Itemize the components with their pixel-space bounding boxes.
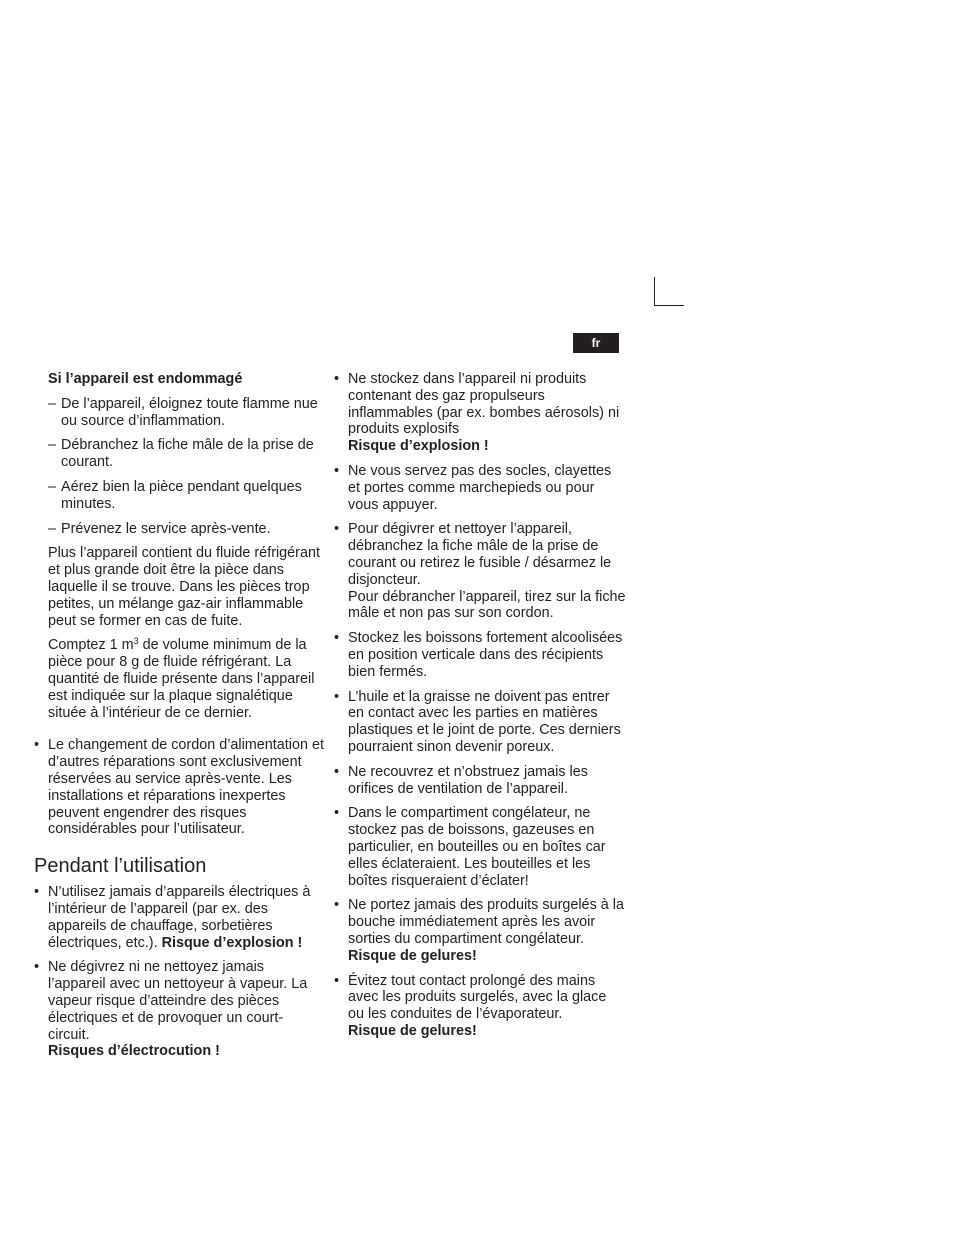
list-item: – De l’appareil, éloignez toute flamme nue ou source d’inflammation. (48, 395, 318, 429)
left-column (34, 371, 324, 1068)
damaged-heading: Si l’appareil est endommagé (48, 371, 243, 387)
right-column (334, 371, 626, 1048)
corner-mark-horizontal (654, 305, 684, 306)
list-item: • Évitez tout contact prolongé des mains avec les produits surgelés, avec la glace ou les conduites de l’évaporateur. Risque de gelures! (334, 972, 607, 1039)
list-item: • Ne vous servez pas des socles, clayettes et portes comme marchepieds ou pour vous appuyer. (334, 462, 612, 513)
corner-mark-vertical (654, 277, 655, 306)
list-item: • Pour dégivrer et nettoyer l’appareil, débranchez la fiche mâle de la prise de courant ou retirez le fusible / désarmez le disjoncteur. Pour débrancher l’appareil, tirez sur la fiche mâle et non pas sur son cordon. (334, 521, 626, 622)
list-item: • L’huile et la graisse ne doivent pas entrer en contact avec les parties en matières plastiques et le joint de porte. Ces derniers pourraient sinon devenir poreux. (334, 688, 621, 755)
safety-list (334, 371, 626, 1040)
cord-bullet-list (34, 737, 324, 838)
volume-paragraph: Comptez 1 $m^3$ de volume minimum de la pièce pour 8 g de fluide réfrigérant. La quantité de fluide présente dans l’appareil est indiquée sur la plaque signalétique située à l’intérieur de ce dernier. (48, 636, 315, 721)
list-item: • Ne stockez dans l’appareil ni produits contenant des gaz propulseurs inflammables (par ex. bombes aérosols) ni produits explosifs Risque d’explosion ! (334, 371, 620, 455)
list-item: • Ne dégivrez ni ne nettoyez jamais l’appareil avec un nettoyeur à vapeur. La vapeur risque d’atteindre des pièces électriques et de provoquer un court-circuit. Risques d’électrocution ! (34, 959, 308, 1060)
language-badge: fr (573, 333, 619, 353)
list-item: – Prévenez le service après-vente. (48, 520, 271, 537)
list-item: – Aérez bien la pièce pendant quelques minutes. (48, 478, 302, 512)
list-item: • N’utilisez jamais d’appareils électriques à l’intérieur de l’appareil (par ex. des appareils de chauffage, sorbetières électriques, etc.). Risque d’explosion ! (34, 884, 311, 951)
list-item: – Débranchez la fiche mâle de la prise de courant. (48, 437, 314, 471)
section-title: Pendant l’utilisation (34, 855, 207, 878)
damaged-steps-list (34, 396, 324, 538)
refrigerant-paragraph: Plus l’appareil contient du fluide réfrigérant et plus grande doit être la pièce dans laquelle il se trouve. Dans les pièces trop petites, un mélange gaz-air inflammable peut se former en cas de fuite. (48, 545, 320, 629)
list-item: • Ne recouvrez et n’obstruez jamais les orifices de ventilation de l’appareil. (334, 763, 588, 797)
list-item: • Le changement de cordon d’alimentation et d’autres réparations sont exclusivement réservées au service après-vente. Les installations et réparations inexpertes peuvent engendrer des risques considérables pour l’utilisateur. (34, 737, 325, 838)
list-item: • Dans le compartiment congélateur, ne stockez pas de boissons, gazeuses en particulier, en bouteilles ou en boîtes car elles éclateraient. Les bouteilles et les boîtes risqueraient d’éclater! (334, 805, 606, 889)
list-item: • Stockez les boissons fortement alcoolisées en position verticale dans des récipients bien fermés. (334, 630, 623, 680)
list-item: • Ne portez jamais des produits surgelés à la bouche immédiatement après les avoir sorties du compartiment congélateur. Risque de gelures! (334, 897, 624, 964)
usage-list (34, 884, 324, 1060)
